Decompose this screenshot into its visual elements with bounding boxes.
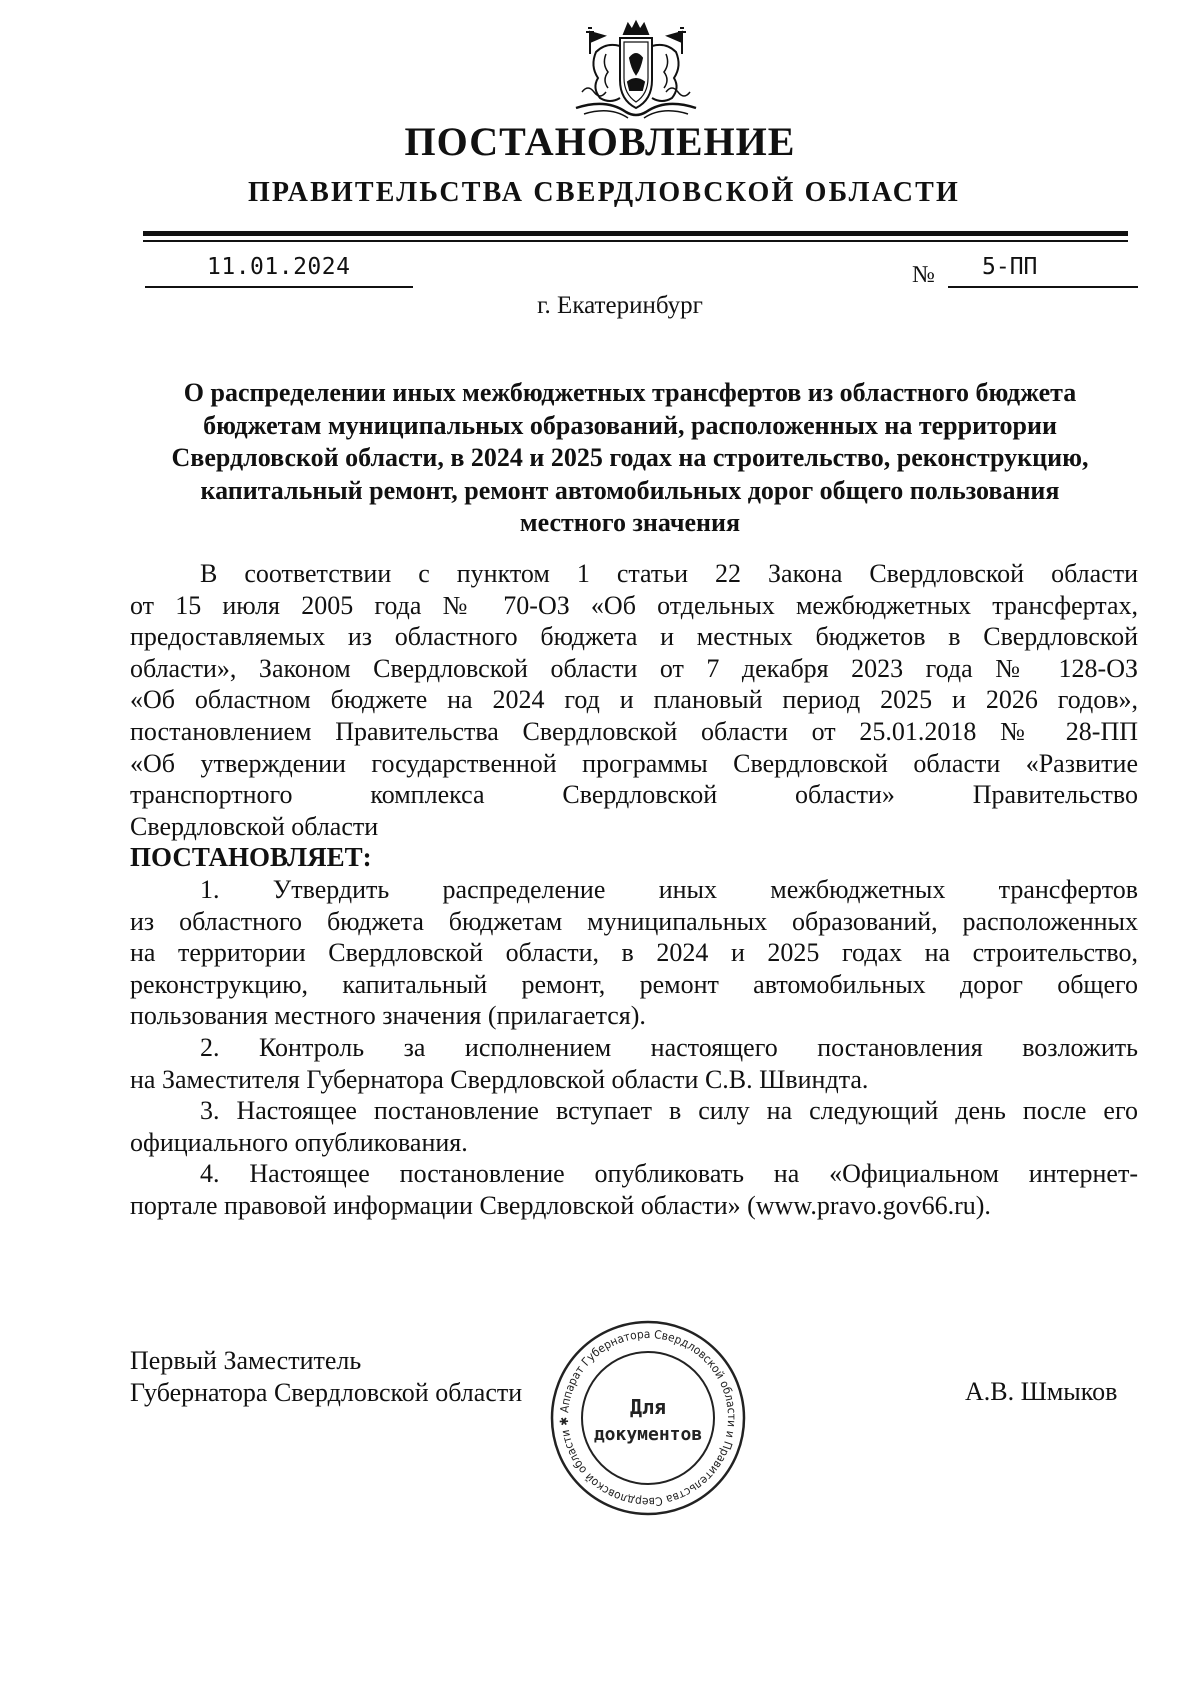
- signature-position-line: Первый Заместитель: [130, 1346, 362, 1375]
- preamble-paragraph: [130, 558, 1138, 1221]
- title-line: бюджетам муниципальных образований, расположенных на территории: [203, 410, 1057, 440]
- title-line: Свердловской области, в 2024 и 2025 годах на строительство, реконструкцию,: [171, 443, 1089, 472]
- signature-position: [130, 1345, 522, 1409]
- document-date: 11.01.2024: [207, 254, 351, 280]
- date-field: [145, 253, 413, 288]
- stamp-center-line: документов: [593, 1424, 703, 1445]
- title-line: местного значения: [519, 508, 741, 537]
- preamble-line: В соответствии с пунктом 1 статьи 22 Закона Свердловской области: [200, 559, 1138, 588]
- point-1-line: пользования местного значения (прилагается).: [130, 1001, 646, 1031]
- document-number: 5-ПП: [982, 254, 1038, 280]
- preamble-line: от 15 июля 2005 года № 70-ОЗ «Об отдельных межбюджетных трансфертах,: [130, 590, 1138, 620]
- document-type-heading: ПОСТАНОВЛЕНИЕ: [404, 119, 796, 164]
- signer-name: А.В. Шмыков: [965, 1377, 1118, 1406]
- issuer-heading: ПРАВИТЕЛЬСТВА СВЕРДЛОВСКОЙ ОБЛАСТИ: [247, 177, 961, 208]
- preamble-line: постановлением Правительства Свердловской области от 25.01.2018 № 28-ПП: [130, 716, 1138, 746]
- stamp-ring-text: Аппарат Губернатора Свердловской области и Правительства Свердловской области ✱: [556, 1326, 740, 1510]
- document-title: [120, 377, 1140, 540]
- decree-word: ПОСТАНОВЛЯЕТ:: [130, 842, 372, 873]
- number-field: [948, 253, 1138, 288]
- point-2-line: 2. Контроль за исполнением настоящего постановления возложить: [200, 1032, 1138, 1062]
- point-3-line: 3. Настоящее постановление вступает в силу на следующий день после его: [200, 1096, 1138, 1126]
- official-stamp: [548, 1318, 748, 1518]
- point-1-line: из областного бюджета бюджетам муниципальных образований, расположенных: [130, 906, 1138, 936]
- point-4-line: портале правовой информации Свердловской области» (www.pravo.gov66.ru).: [130, 1190, 991, 1220]
- city-line: г. Екатеринбург: [537, 292, 703, 319]
- point-3-line: официального опубликования.: [130, 1127, 468, 1157]
- preamble-line: «Об утверждении государственной программы Свердловской области «Развитие: [130, 748, 1138, 778]
- preamble-line: транспортного комплекса Свердловской области» Правительство: [130, 780, 1138, 810]
- point-4-line: 4. Настоящее постановление опубликовать на «Официальном интернет-: [200, 1159, 1138, 1189]
- title-line: капитальный ремонт, ремонт автомобильных дорог общего пользования: [200, 475, 1060, 505]
- preamble-line: предоставляемых из областного бюджета и местных бюджетов в Свердловской: [130, 622, 1138, 652]
- point-1-line: 1. Утвердить распределение иных межбюджетных трансфертов: [200, 874, 1138, 904]
- point-2-line: на Заместителя Губернатора Свердловской области С.В. Швиндта.: [130, 1064, 869, 1094]
- point-1-line: реконструкцию, капитальный ремонт, ремонт автомобильных дорог общего: [130, 969, 1138, 999]
- header-rule-thin: [143, 240, 1128, 242]
- coat-of-arms-icon: [566, 18, 706, 126]
- title-line: О распределении иных межбюджетных трансфертов из областного бюджета: [183, 378, 1077, 407]
- preamble-line: «Об областном бюджете на 2024 год и плановый период 2025 и 2026 годов»,: [130, 685, 1138, 715]
- header-rule-thick: [143, 231, 1128, 236]
- signature-position-line: Губернатора Свердловской области: [130, 1378, 523, 1407]
- preamble-line: Свердловской области: [130, 811, 379, 841]
- number-sign: №: [912, 262, 935, 288]
- stamp-center-line: Для: [629, 1395, 667, 1419]
- point-1-line: на территории Свердловской области, в 2024 и 2025 годах на строительство,: [130, 938, 1138, 968]
- preamble-line: области», Законом Свердловской области от 7 декабря 2023 года № 128-ОЗ: [130, 653, 1138, 683]
